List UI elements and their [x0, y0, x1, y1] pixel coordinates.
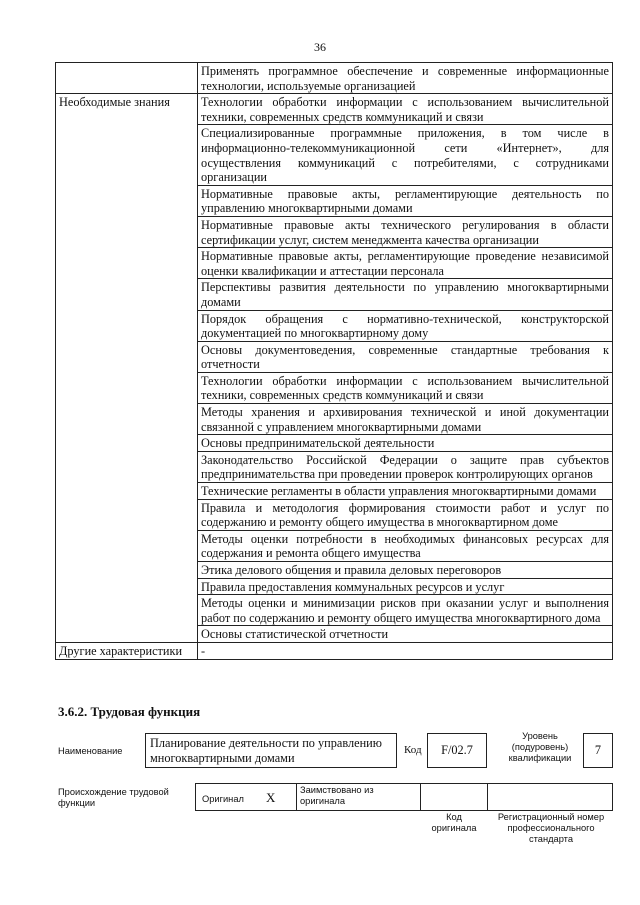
row-text: Технологии обработки информации с использованием вычислительной техники, современных средств коммуникаций и связи: [198, 372, 613, 403]
section-title: 3.6.2. Трудовая функция: [58, 704, 201, 719]
reg-number-label: Регистрационный номер профессионального стандарта: [497, 812, 605, 844]
table-row: [56, 372, 613, 403]
row-text: Законодательство Российской Федерации о защите прав субъектов предпринимательства при проведении проверок контролирующих органов: [198, 451, 613, 482]
origin-label: Происхождение трудовой функции: [58, 787, 169, 808]
row-text: Этика делового общения и правила деловых переговоров: [198, 562, 613, 579]
row-text: Технологии обработки информации с использованием вычислительной техники, современных средств коммуникаций и связи: [198, 94, 613, 125]
row-label: [56, 451, 198, 482]
row-text: Основы предпринимательской деятельности: [198, 435, 613, 452]
row-label: [56, 626, 198, 643]
row-label: [56, 279, 198, 310]
table-row: [56, 578, 613, 595]
table-row: [56, 595, 613, 626]
row-label: [56, 216, 198, 247]
row-text: Основы документоведения, современные стандартные требования к отчетности: [198, 341, 613, 372]
row-label: [56, 499, 198, 530]
table-row: [56, 216, 613, 247]
table-row: [56, 94, 613, 125]
row-text: Правила предоставления коммунальных ресурсов и услуг: [198, 578, 613, 595]
knowledge-table: [55, 62, 613, 660]
level-value: 7: [594, 743, 602, 757]
row-text: Порядок обращения с нормативно-технической, конструкторской документацией по многоквартирному дому: [198, 310, 613, 341]
row-label: [56, 310, 198, 341]
table-row: [56, 341, 613, 372]
table-row: [56, 435, 613, 452]
row-label: [56, 63, 198, 94]
code-value: F/02.7: [441, 743, 473, 757]
row-label: [56, 372, 198, 403]
row-label: [56, 530, 198, 561]
row-label: [56, 341, 198, 372]
code-label: Код: [404, 744, 422, 756]
row-label: [56, 185, 198, 216]
level-value-box: [583, 733, 613, 768]
code-value-box: [427, 733, 487, 768]
table-row: [56, 125, 613, 185]
reg-number-cell: [487, 783, 613, 811]
row-text: Применять программное обеспечение и современные информационные технологии, используемые организацией: [198, 63, 613, 94]
original-mark: X: [266, 790, 276, 805]
row-text: Методы оценки потребности в необходимых финансовых ресурсах для содержания и ремонта общего имущества: [198, 530, 613, 561]
original-label: Оригинал: [202, 794, 244, 804]
table-row: [56, 63, 613, 94]
row-text: Правила и методология формирования стоимости работ и услуг по содержанию и ремонту общего имущества в многоквартирном доме: [198, 499, 613, 530]
row-text: Методы хранения и архивирования технической и иной документации связанной с управлением многоквартирными домами: [198, 404, 613, 435]
row-text: Методы оценки и минимизации рисков при оказании услуг и выполнения работ по содержанию и ремонту общего имущества многоквартирного дома: [198, 595, 613, 626]
row-text: Специализированные программные приложения, в том числе в информационно-телекоммуникационной сети «Интернет», для осуществления коммуникаций с потребителями, с сотрудниками организации: [198, 125, 613, 185]
row-text: Нормативные правовые акты технического регулирования в области сертификации услуг, систем менеджмента качества организации: [198, 216, 613, 247]
row-label: [56, 435, 198, 452]
table-row: [56, 483, 613, 500]
row-text: Нормативные правовые акты, регламентирующие деятельность по управлению многоквартирными домами: [198, 185, 613, 216]
table-row: [56, 404, 613, 435]
table-row: [56, 642, 613, 659]
name-label: Наименование: [58, 746, 123, 756]
row-text: Нормативные правовые акты, регламентирующие проведение независимой оценки квалификации и аттестации персонала: [198, 248, 613, 279]
level-label: Уровень (подуровень) квалификации: [508, 731, 572, 763]
row-label: Другие характеристики: [56, 642, 198, 659]
row-label: [56, 562, 198, 579]
code-original-label: Код оригинала: [431, 812, 477, 833]
table-row: [56, 279, 613, 310]
name-value: Планирование деятельности по управлению многоквартирными домами: [150, 736, 382, 765]
borrowed-cell: [296, 783, 421, 811]
name-value-box: [145, 733, 397, 768]
row-label: [56, 248, 198, 279]
borrowed-label: Заимствовано из оригинала: [300, 785, 374, 806]
row-label: [56, 483, 198, 500]
row-label: [56, 125, 198, 185]
table-row: [56, 248, 613, 279]
table-row: [56, 451, 613, 482]
code-original-cell: [420, 783, 488, 811]
row-label: [56, 595, 198, 626]
row-label: [56, 404, 198, 435]
row-label: [56, 578, 198, 595]
row-text: Основы статистической отчетности: [198, 626, 613, 643]
row-text: Технические регламенты в области управления многоквартирными домами: [198, 483, 613, 500]
row-text: Перспективы развития деятельности по управлению многоквартирными домами: [198, 279, 613, 310]
row-text: -: [198, 642, 613, 659]
table-row: [56, 310, 613, 341]
original-cell: [195, 783, 297, 811]
table-row: [56, 499, 613, 530]
table-row: [56, 626, 613, 643]
table-row: [56, 530, 613, 561]
table-row: [56, 562, 613, 579]
table-row: [56, 185, 613, 216]
row-label: Необходимые знания: [56, 94, 198, 125]
page-number: 36: [314, 40, 326, 54]
